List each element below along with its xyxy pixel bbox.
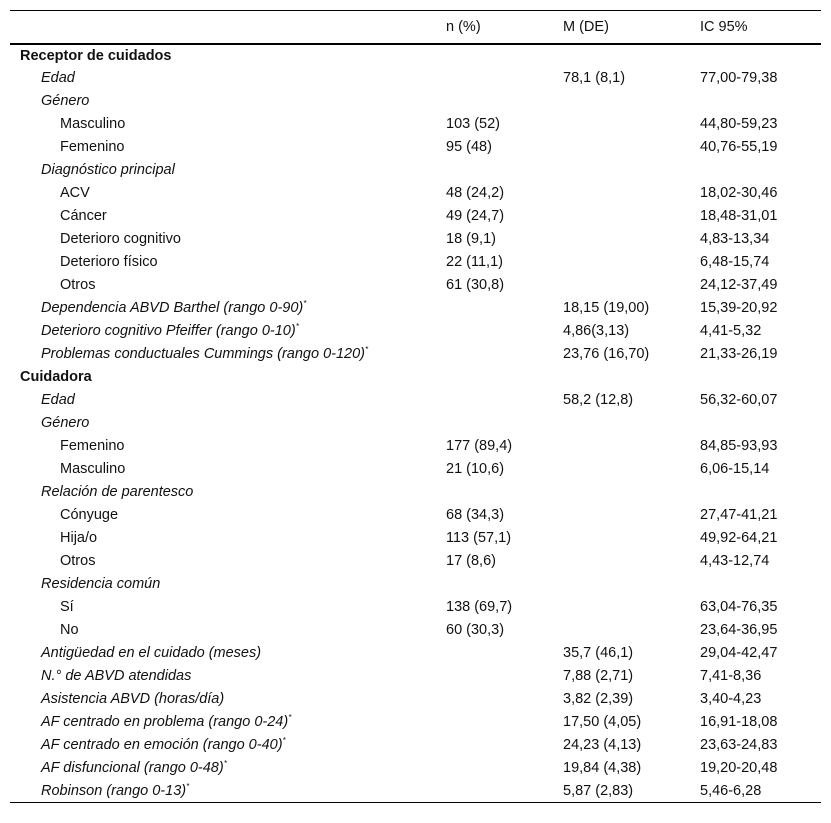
cell-ic: 4,43-12,74 xyxy=(700,553,770,569)
row-label-text: Cáncer xyxy=(60,208,107,224)
cell-n xyxy=(436,297,553,320)
row-label xyxy=(10,458,436,481)
cell-ic: 24,12-37,49 xyxy=(700,277,778,293)
row-label-text: Deterioro cognitivo Pfeiffer (rango 0-10) xyxy=(41,323,296,339)
cell-ic: 56,32-60,07 xyxy=(700,392,778,408)
row-label-text: Receptor de cuidados xyxy=(20,47,172,64)
table-row xyxy=(10,159,821,182)
row-label xyxy=(10,527,436,550)
row-label xyxy=(10,159,436,182)
cell-n xyxy=(436,711,553,734)
cell-n xyxy=(436,159,553,182)
cell-n xyxy=(436,44,553,67)
data-table xyxy=(10,10,821,803)
table-row xyxy=(10,90,821,113)
cell-ic: 15,39-20,92 xyxy=(700,300,778,316)
row-label-text: Femenino xyxy=(60,438,125,454)
footnote-marker: * xyxy=(282,736,286,746)
cell-m xyxy=(553,481,690,504)
cell-n: 103 (52) xyxy=(446,116,501,132)
cell-ic xyxy=(690,481,821,504)
cell-m xyxy=(553,159,690,182)
cell-n: 21 (10,6) xyxy=(446,461,505,477)
cell-ic: 23,63-24,83 xyxy=(700,737,778,753)
row-label-text: Deterioro físico xyxy=(60,254,158,270)
row-label-text: Otros xyxy=(60,553,96,569)
row-label xyxy=(10,573,436,596)
cell-n xyxy=(436,67,553,90)
cell-n: 18 (9,1) xyxy=(446,231,496,247)
row-label-text: Otros xyxy=(60,277,96,293)
cell-m: 19,84 (4,38) xyxy=(563,760,642,776)
cell-m: 58,2 (12,8) xyxy=(563,392,634,408)
cell-m xyxy=(553,619,690,642)
table-row xyxy=(10,619,821,642)
table-body xyxy=(10,44,821,803)
cell-m: 4,86(3,13) xyxy=(563,323,630,339)
cell-n xyxy=(436,757,553,780)
cell-n: 61 (30,8) xyxy=(446,277,505,293)
cell-ic xyxy=(690,90,821,113)
row-label-text: Dependencia ABVD Barthel (rango 0-90) xyxy=(41,300,304,316)
cell-ic: 23,64-36,95 xyxy=(700,622,778,638)
cell-m: 17,50 (4,05) xyxy=(563,714,642,730)
cell-n: 177 (89,4) xyxy=(446,438,513,454)
cell-ic: 49,92-64,21 xyxy=(700,530,778,546)
cell-m xyxy=(553,113,690,136)
cell-ic xyxy=(690,412,821,435)
row-label xyxy=(10,297,436,320)
cell-n xyxy=(436,734,553,757)
row-label xyxy=(10,389,436,412)
row-label-text: Asistencia ABVD (horas/día) xyxy=(41,691,225,707)
header-ic: IC 95% xyxy=(690,11,821,44)
row-label-text: Género xyxy=(41,415,90,431)
row-label-text: Masculino xyxy=(60,116,126,132)
cell-m xyxy=(553,504,690,527)
row-label-text: Masculino xyxy=(60,461,126,477)
row-label xyxy=(10,734,436,757)
table-row xyxy=(10,297,821,320)
cell-ic: 6,48-15,74 xyxy=(700,254,770,270)
cell-m xyxy=(553,412,690,435)
row-label-text: Relación de parentesco xyxy=(41,484,194,500)
cell-ic xyxy=(690,366,821,389)
cell-ic: 27,47-41,21 xyxy=(700,507,778,523)
row-label-text: Cuidadora xyxy=(20,369,92,385)
cell-m xyxy=(553,44,690,67)
row-label xyxy=(10,504,436,527)
footnote-marker: * xyxy=(288,713,292,723)
cell-m xyxy=(553,274,690,297)
row-label xyxy=(10,596,436,619)
table-row xyxy=(10,136,821,159)
table-row xyxy=(10,343,821,366)
header-n: n (%) xyxy=(436,11,553,44)
footnote-marker: * xyxy=(365,345,369,355)
cell-n: 95 (48) xyxy=(446,139,492,155)
cell-n xyxy=(436,320,553,343)
table-header xyxy=(10,11,821,44)
row-label-text: ACV xyxy=(60,185,90,201)
row-label-text: Hija/o xyxy=(60,530,98,546)
cell-n xyxy=(436,366,553,389)
row-label-text: Edad xyxy=(41,392,75,408)
row-label-text: Edad xyxy=(41,70,75,86)
cell-ic: 16,91-18,08 xyxy=(700,714,778,730)
cell-n xyxy=(436,412,553,435)
row-label xyxy=(10,481,436,504)
cell-m: 24,23 (4,13) xyxy=(563,737,642,753)
row-label xyxy=(10,274,436,297)
row-label xyxy=(10,550,436,573)
row-label xyxy=(10,251,436,274)
table-row xyxy=(10,596,821,619)
row-label-text: N.° de ABVD atendidas xyxy=(41,668,192,684)
row-label xyxy=(10,665,436,688)
table-row xyxy=(10,435,821,458)
cell-ic: 84,85-93,93 xyxy=(700,438,778,454)
cell-m xyxy=(553,573,690,596)
cell-n xyxy=(436,573,553,596)
table-row xyxy=(10,67,821,90)
row-label-text: No xyxy=(60,622,79,638)
table-row xyxy=(10,205,821,228)
table-row xyxy=(10,642,821,665)
cell-n xyxy=(436,389,553,412)
row-label-text: AF centrado en emoción (rango 0-40) xyxy=(41,737,283,753)
cell-n xyxy=(436,481,553,504)
footnote-marker: * xyxy=(186,781,190,791)
table-row xyxy=(10,113,821,136)
table-row xyxy=(10,458,821,481)
cell-ic xyxy=(690,159,821,182)
table-row xyxy=(10,182,821,205)
table-row xyxy=(10,734,821,757)
table-row xyxy=(10,711,821,734)
row-label-text: Residencia común xyxy=(41,576,161,592)
table-row xyxy=(10,251,821,274)
footnote-marker: * xyxy=(223,759,227,769)
cell-ic: 6,06-15,14 xyxy=(700,461,770,477)
row-label-text: AF centrado en problema (rango 0-24) xyxy=(41,714,289,730)
row-label xyxy=(10,67,436,90)
row-label xyxy=(10,228,436,251)
row-label xyxy=(10,136,436,159)
row-label xyxy=(10,711,436,734)
cell-ic: 4,83-13,34 xyxy=(700,231,770,247)
row-label xyxy=(10,642,436,665)
cell-n xyxy=(436,780,553,803)
section-row xyxy=(10,366,821,389)
cell-ic: 29,04-42,47 xyxy=(700,645,778,661)
table-row xyxy=(10,550,821,573)
cell-n xyxy=(436,642,553,665)
cell-ic: 18,02-30,46 xyxy=(700,185,778,201)
table-row xyxy=(10,527,821,550)
cell-ic: 63,04-76,35 xyxy=(700,599,778,615)
cell-m: 7,88 (2,71) xyxy=(563,668,634,684)
table-row xyxy=(10,780,821,803)
cell-m xyxy=(553,550,690,573)
row-label xyxy=(10,205,436,228)
cell-n: 138 (69,7) xyxy=(446,599,513,615)
cell-m xyxy=(553,182,690,205)
row-label-text: Femenino xyxy=(60,139,125,155)
table-row xyxy=(10,757,821,780)
cell-ic: 77,00-79,38 xyxy=(700,70,778,86)
cell-ic: 7,41-8,36 xyxy=(700,668,762,684)
cell-m: 78,1 (8,1) xyxy=(563,70,626,86)
cell-n: 113 (57,1) xyxy=(446,530,512,546)
cell-ic: 21,33-26,19 xyxy=(700,346,778,362)
cell-n xyxy=(436,665,553,688)
row-label-text: Antigüedad en el cuidado (meses) xyxy=(41,645,262,661)
cell-n: 22 (11,1) xyxy=(446,254,503,270)
cell-m: 23,76 (16,70) xyxy=(563,346,650,362)
cell-m xyxy=(553,136,690,159)
cell-ic: 18,48-31,01 xyxy=(700,208,778,224)
cell-n xyxy=(436,688,553,711)
table-row xyxy=(10,274,821,297)
table-row xyxy=(10,688,821,711)
row-label-text: Robinson (rango 0-13) xyxy=(41,782,187,799)
row-label xyxy=(10,320,436,343)
row-label xyxy=(10,619,436,642)
table-row xyxy=(10,228,821,251)
row-label xyxy=(10,44,436,67)
row-label-text: Sí xyxy=(60,599,74,615)
row-label xyxy=(10,780,436,803)
row-label xyxy=(10,757,436,780)
row-label-text: Cónyuge xyxy=(60,507,119,523)
cell-ic: 44,80-59,23 xyxy=(700,116,778,132)
row-label-text: Diagnóstico principal xyxy=(41,162,175,178)
row-label xyxy=(10,435,436,458)
cell-m: 18,15 (19,00) xyxy=(563,300,650,316)
footnote-marker: * xyxy=(295,322,299,332)
cell-n xyxy=(436,343,553,366)
cell-m xyxy=(553,90,690,113)
header-row xyxy=(10,11,821,44)
row-label xyxy=(10,90,436,113)
row-label xyxy=(10,366,436,389)
section-row xyxy=(10,44,821,67)
row-label-text: Problemas conductuales Cummings (rango 0-120) xyxy=(41,346,365,362)
table-row xyxy=(10,665,821,688)
cell-m xyxy=(553,458,690,481)
table-row xyxy=(10,320,821,343)
cell-n: 17 (8,6) xyxy=(446,553,496,569)
header-m: M (DE) xyxy=(553,11,690,44)
cell-m xyxy=(553,251,690,274)
row-label xyxy=(10,412,436,435)
row-label xyxy=(10,343,436,366)
cell-m xyxy=(553,366,690,389)
cell-m: 5,87 (2,83) xyxy=(553,780,690,803)
cell-ic: 5,46-6,28 xyxy=(690,780,821,803)
table-row xyxy=(10,389,821,412)
cell-m xyxy=(553,527,690,550)
cell-n: 68 (34,3) xyxy=(446,507,505,523)
cell-ic: 19,20-20,48 xyxy=(700,760,778,776)
header-label xyxy=(10,11,436,44)
cell-m: 3,82 (2,39) xyxy=(563,691,634,707)
table-row xyxy=(10,481,821,504)
row-label-text: AF disfuncional (rango 0-48) xyxy=(41,760,224,776)
cell-m xyxy=(553,435,690,458)
cell-n: 49 (24,7) xyxy=(446,208,505,224)
cell-m xyxy=(553,596,690,619)
cell-m: 35,7 (46,1) xyxy=(563,645,634,661)
cell-n: 48 (24,2) xyxy=(446,185,505,201)
table-row xyxy=(10,573,821,596)
table-row xyxy=(10,504,821,527)
cell-m xyxy=(553,205,690,228)
cell-ic: 4,41-5,32 xyxy=(700,323,762,339)
row-label-text: Deterioro cognitivo xyxy=(60,231,181,247)
footnote-marker: * xyxy=(303,299,307,309)
row-label xyxy=(10,182,436,205)
row-label-text: Género xyxy=(41,93,90,109)
cell-ic: 3,40-4,23 xyxy=(700,691,762,707)
cell-n: 60 (30,3) xyxy=(446,622,505,638)
cell-m xyxy=(553,228,690,251)
row-label xyxy=(10,688,436,711)
cell-n xyxy=(436,90,553,113)
row-label xyxy=(10,113,436,136)
table-row xyxy=(10,412,821,435)
cell-ic xyxy=(690,44,821,67)
cell-ic: 40,76-55,19 xyxy=(700,139,778,155)
cell-ic xyxy=(690,573,821,596)
